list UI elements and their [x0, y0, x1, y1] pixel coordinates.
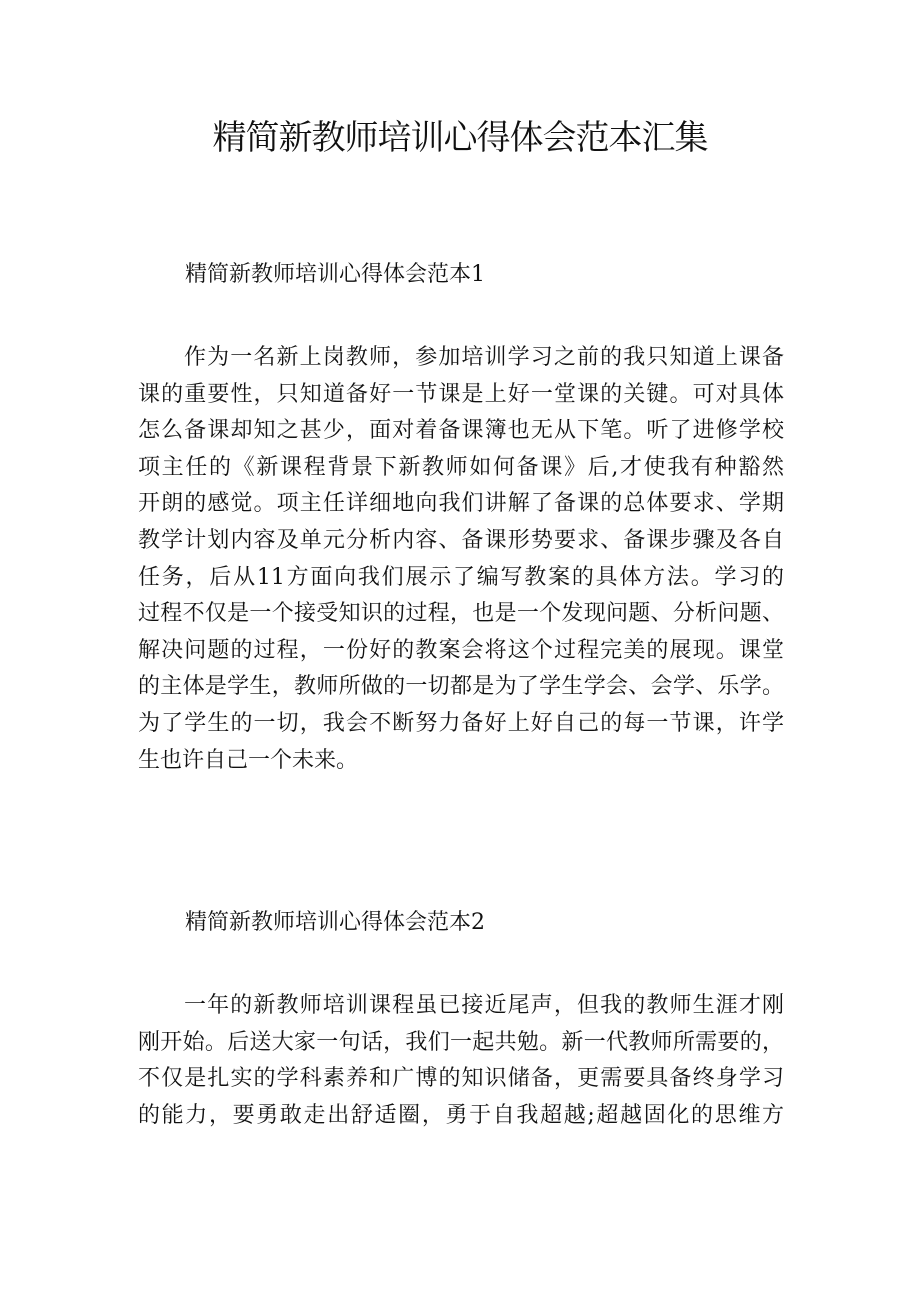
paragraph-line: 为了学生的一切，我会不断努力备好上好自己的每一节课，许学 — [138, 710, 784, 736]
paragraph-line: 的能力，要勇敢走出舒适圈，勇于自我超越;超越固化的思维方 — [138, 1102, 784, 1128]
paragraph-line: 任务，后从11方面向我们展示了编写教案的具体方法。学习的 — [138, 564, 784, 590]
paragraph-line: 刚开始。后送大家一句话，我们一起共勉。新一代教师所需要的， — [138, 1029, 784, 1055]
paragraph-line: 课的重要性，只知道备好一节课是上好一堂课的关键。可对具体 — [138, 381, 784, 407]
section-heading-2: 精简新教师培训心得体会范本2 — [185, 910, 485, 935]
paragraph-line: 一年的新教师培训课程虽已接近尾声，但我的教师生涯才刚 — [184, 993, 784, 1018]
paragraph-line: 项主任的《新课程背景下新教师如何备课》后,才使我有种豁然 — [138, 454, 784, 480]
paragraph-line: 作为一名新上岗教师，参加培训学习之前的我只知道上课备 — [184, 345, 784, 370]
section-1-paragraph — [138, 340, 784, 779]
paragraph-line: 怎么备课却知之甚少，面对着备课簿也无从下笔。听了进修学校 — [138, 418, 784, 444]
paragraph-line: 过程不仅是一个接受知识的过程，也是一个发现问题、分析问题、 — [138, 601, 784, 627]
paragraph-line: 解决问题的过程，一份好的教案会将这个过程完美的展现。课堂 — [138, 637, 784, 663]
paragraph-line: 不仅是扎实的学科素养和广博的知识储备，更需要具备终身学习 — [138, 1066, 784, 1092]
paragraph-line: 教学计划内容及单元分析内容、备课形势要求、备课步骤及各自 — [138, 527, 784, 553]
paragraph-line: 开朗的感觉。项主任详细地向我们讲解了备课的总体要求、学期 — [138, 491, 784, 517]
paragraph-line: 的主体是学生，教师所做的一切都是为了学生学会、会学、乐学。 — [138, 674, 784, 700]
section-heading-1: 精简新教师培训心得体会范本1 — [185, 262, 485, 287]
document-title: 精简新教师培训心得体会范本汇集 — [212, 118, 708, 158]
paragraph-line: 生也许自己一个未来。 — [138, 747, 359, 773]
section-2-paragraph — [138, 988, 784, 1134]
